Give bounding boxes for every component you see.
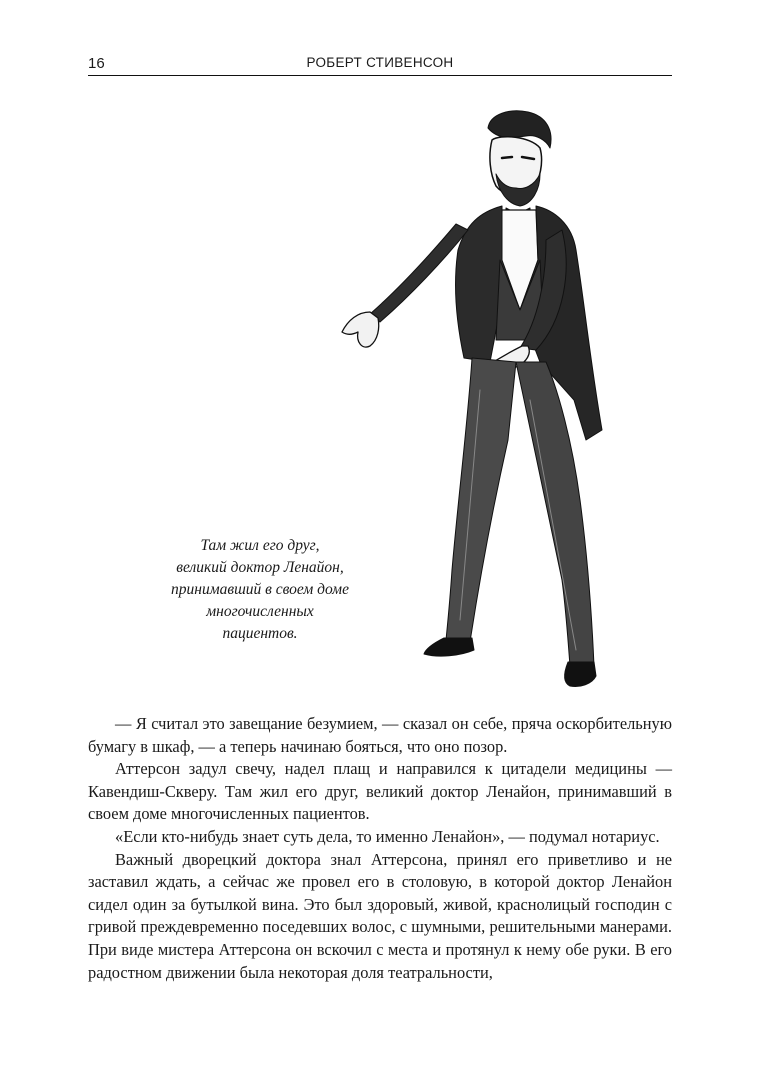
left-hand: [342, 312, 379, 347]
left-shoe: [424, 638, 474, 656]
caption-line: принимавший в своем доме: [171, 581, 349, 598]
page-number: 16: [88, 55, 105, 72]
paragraph: — Я считал это завещание безумием, — сказал он себе, пряча оскорбительную бумагу в шкаф, — а теперь начинаю бояться, что оно позор.: [88, 714, 672, 756]
left-arm: [370, 224, 468, 322]
caption-line: великий доктор Ленайон,: [176, 559, 344, 576]
caption-line: Там жил его друг,: [200, 537, 320, 554]
paragraph: Аттерсон задул свечу, надел плащ и направился к цитадели медицины — Кавендиш-Скверу. Там жил его друг, великий доктор Ленайон, принимавший в своем доме многочисленных пациентов.: [88, 759, 672, 824]
illustration-caption: [150, 535, 370, 645]
paragraph: Важный дворецкий доктора знал Аттерсона, принял его приветливо и не заставил ждать, а сейчас же провел его в столовую, в которой доктор Ленайон сидел один за бутылкой вина. Это был здоровый, живой, краснолицый господин с гривой преждевременно поседевших волос, с шумными, решительными манерами. При виде мистера Аттерсона он вскочил с места и протянул к нему обе руки. В его радостном движении была некоторая доля театральности,: [88, 849, 672, 982]
body-text: [88, 713, 672, 984]
left-leg: [446, 358, 516, 642]
caption-line: пациентов.: [222, 625, 298, 642]
right-shoe: [565, 662, 597, 687]
caption-line: многочисленных: [206, 603, 314, 620]
paragraph: «Если кто-нибудь знает суть дела, то именно Ленайон», — подумал нотариус.: [115, 826, 660, 846]
running-title: РОБЕРТ СТИВЕНСОН: [306, 55, 454, 70]
page-header: [88, 53, 672, 76]
gentleman-illustration: [340, 100, 620, 700]
